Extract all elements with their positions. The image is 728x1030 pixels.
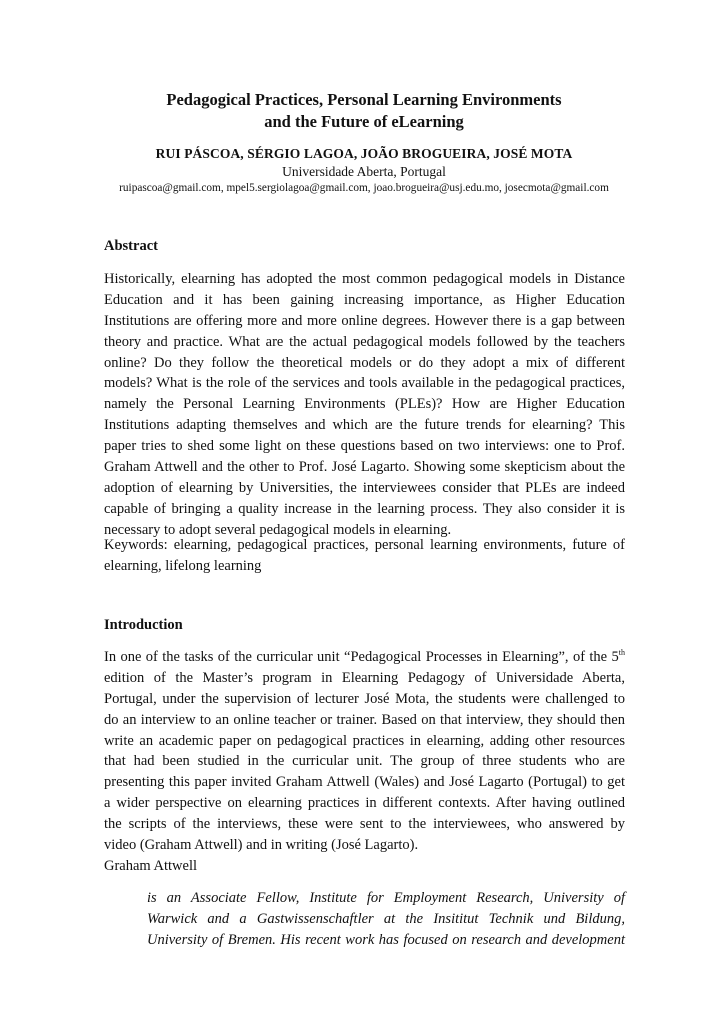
bio-line: is an Associate Fellow, Institute for Employment Research, University of: [147, 890, 625, 906]
author-list: RUI PÁSCOA, SÉRGIO LAGOA, JOÃO BROGUEIRA, JOSÉ MOTA: [155, 146, 573, 161]
keywords: [104, 535, 625, 577]
abstract-line: paper tries to shed some light on these questions based on two interviews: one to Prof.: [104, 438, 625, 455]
introduction-line: a wider perspective on elearning practices in different contexts. After having outlined: [104, 795, 625, 812]
abstract-line: online? Do they follow the theoretical models or do they adopt a mix of different: [104, 354, 625, 371]
ordinal-suffix: th: [618, 648, 625, 657]
introduction-body: [104, 647, 625, 856]
author-affiliation: Universidade Aberta, Portugal: [282, 164, 446, 179]
keywords-line: elearning, lifelong learning: [104, 557, 262, 574]
introduction-line: that had been studied in the curricular unit. The group of three students who are: [104, 753, 625, 770]
abstract-body: [104, 269, 625, 541]
abstract-line: necessary to adopt several pedagogical models in elearning.: [104, 521, 452, 538]
introduction-line: edition of the Master’s program in Elearning Pedagogy of Universidade Aberta,: [104, 669, 625, 686]
paper-title-line-1: Pedagogical Practices, Personal Learning Environments: [166, 90, 562, 109]
abstract-heading: Abstract: [104, 238, 158, 254]
abstract-line: Institutions are offering more and more online degrees. However there is a gap between: [104, 312, 625, 329]
abstract-line: namely the Personal Learning Environments (PLEs)? How are Higher Education: [104, 396, 625, 413]
abstract-line: models? What is the role of the services and tools available in the pedagogical practices,: [104, 375, 625, 392]
bio-line: Warwick and a Gastwissenschaftler at the Insititut Technik und Bildung,: [147, 910, 625, 927]
introduction-line: presenting this paper invited Graham Attwell (Wales) and José Lagarto (Portugal) to get: [104, 774, 625, 791]
interviewee-name: Graham Attwell: [104, 858, 198, 874]
abstract-line: capable of bringing a quality increase in the learning process. They also consider it is: [104, 500, 625, 517]
abstract-line: Institutions adapting themselves and which are the future trends for elearning? This: [104, 417, 625, 434]
introduction-line: [104, 647, 625, 668]
abstract-line: Graham Attwell and the other to Prof. José Lagarto. Showing some skepticism about the: [104, 459, 625, 476]
introduction-line: Portugal, under the supervision of lecturer José Mota, the students were challenged to: [104, 690, 625, 707]
introduction-first-line-text: In one of the tasks of the curricular unit “Pedagogical Processes in Elearning”, of the 5: [104, 649, 619, 665]
abstract-line: theory and practice. What are the actual pedagogical models followed by the teachers: [104, 333, 625, 350]
introduction-line: video (Graham Attwell) and in writing (José Lagarto).: [104, 837, 419, 854]
bio-line: University of Bremen. His recent work has focused on research and development: [147, 931, 625, 948]
keywords-line: Keywords: elearning, pedagogical practices, personal learning environments, future of: [104, 537, 625, 553]
introduction-line: the scripts of the interviews, these were sent to the interviewees, who answered by: [104, 816, 625, 833]
abstract-line: Education and it has been gaining increasing importance, as Higher Education: [104, 291, 625, 308]
introduction-line: do an interview to an online teacher or trainer. Based on that interview, they should then: [104, 711, 625, 728]
introduction-line: write an academic paper on pedagogical practices in elearning, adding other resources: [104, 732, 625, 749]
abstract-line: adoption of elearning by Universities, the interviewees consider that PLEs are indeed: [104, 479, 625, 496]
interviewee-bio: [147, 888, 625, 951]
paper-title-line-2: and the Future of eLearning: [264, 112, 464, 131]
introduction-heading: Introduction: [104, 617, 183, 633]
author-emails: ruipascoa@gmail.com, mpel5.sergiolagoa@gmail.com, joao.brogueira@usj.edu.mo, josecmota@gmail.com: [119, 182, 609, 194]
abstract-line: Historically, elearning has adopted the most common pedagogical models in Distance: [104, 271, 625, 287]
